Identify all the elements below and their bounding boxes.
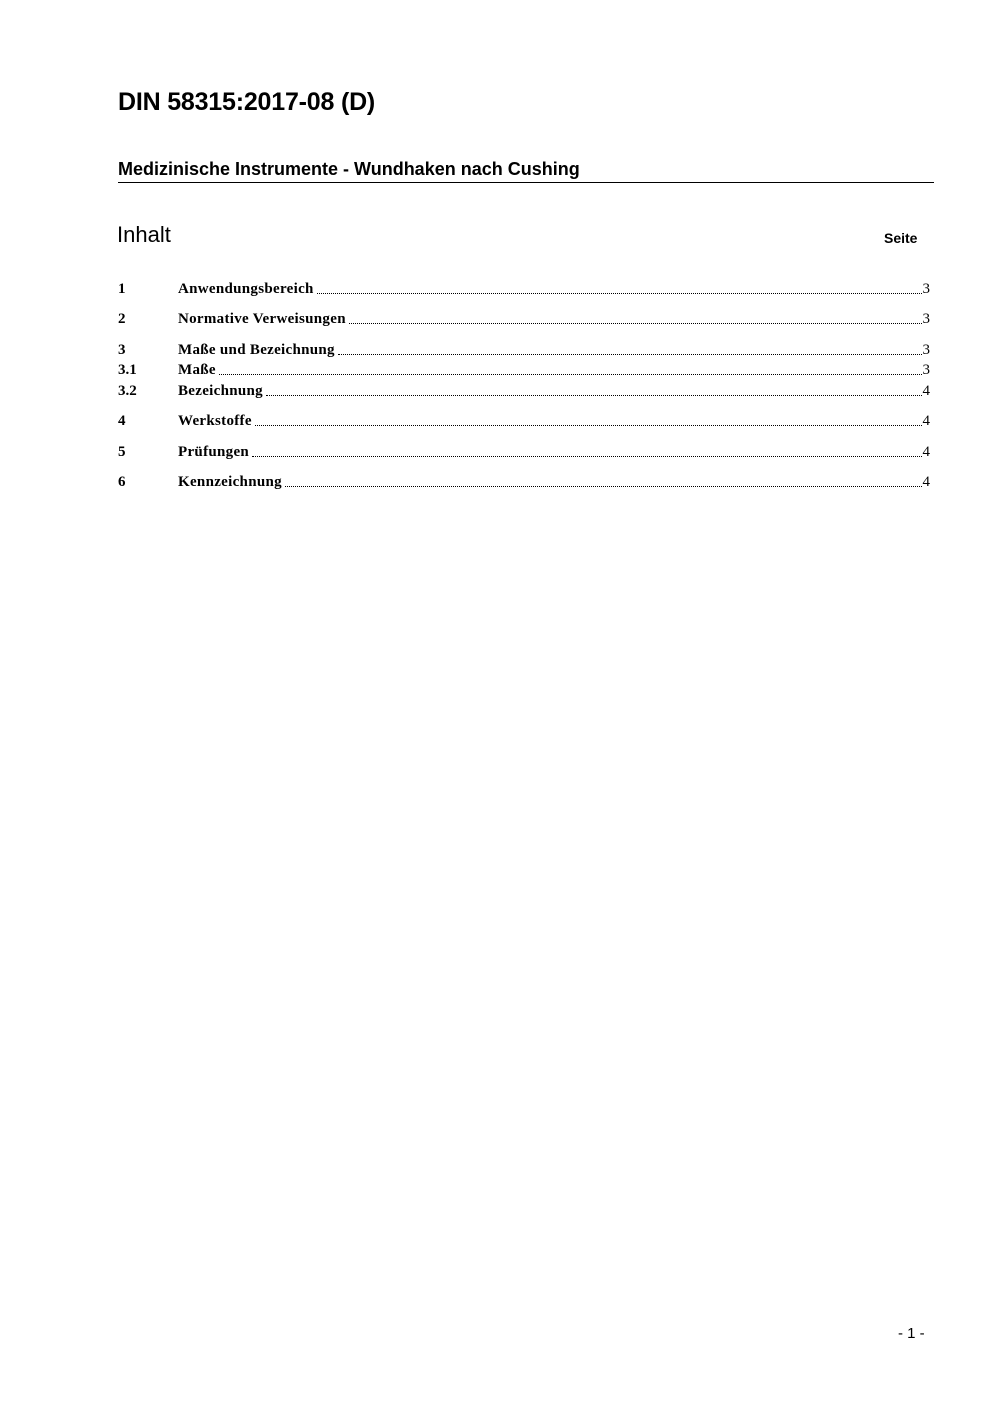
document-subtitle: Medizinische Instrumente - Wundhaken nach Cushing (118, 158, 934, 183)
toc-dot-leader (317, 293, 922, 294)
toc-entry-page: 3 (922, 281, 930, 297)
page-number: - 1 - (898, 1325, 925, 1342)
toc-dot-leader (255, 425, 922, 426)
toc-entry-number: 3 (118, 342, 126, 358)
toc-entry-page: 3 (922, 362, 930, 378)
toc-entry-number: 4 (118, 413, 126, 429)
toc-entry-title: Bezeichnung (178, 383, 263, 399)
toc-heading: Inhalt (117, 222, 171, 247)
toc-dot-leader (219, 374, 922, 375)
toc-dot-leader (338, 354, 922, 355)
toc-entry-title: Kennzeichnung (178, 474, 282, 490)
page-column-label: Seite (884, 230, 918, 246)
toc-entry-number: 3.1 (118, 362, 137, 378)
toc-entry[interactable] (118, 442, 930, 462)
toc-dot-leader (252, 456, 921, 457)
toc-entry-title: Maße (178, 362, 216, 378)
toc-entry-page: 4 (922, 383, 930, 399)
document-title: DIN 58315:2017-08 (D) (118, 88, 376, 116)
toc-entry-title: Maße und Bezeichnung (178, 342, 335, 358)
toc-entry[interactable] (118, 340, 930, 360)
toc-dot-leader (266, 395, 922, 396)
toc-entry-title: Anwendungsbereich (178, 281, 314, 297)
toc-entry-page: 3 (922, 311, 930, 327)
toc-entry[interactable] (118, 411, 930, 431)
toc-entry[interactable] (118, 472, 930, 492)
toc-entry-title: Normative Verweisungen (178, 311, 346, 327)
toc-entry-number: 6 (118, 474, 126, 490)
toc-entry-number: 2 (118, 311, 126, 327)
toc-entry[interactable] (118, 279, 930, 299)
toc-entry[interactable] (118, 381, 930, 401)
toc-entry-number: 1 (118, 281, 126, 297)
toc-entry-page: 4 (922, 413, 930, 429)
toc-entry-page: 4 (922, 474, 930, 490)
toc-entry-number: 3.2 (118, 383, 137, 399)
toc-entry-page: 4 (922, 444, 930, 460)
toc-entry[interactable] (118, 360, 930, 380)
toc-entry-title: Werkstoffe (178, 413, 252, 429)
toc-entry-page: 3 (922, 342, 930, 358)
toc-entry[interactable] (118, 309, 930, 329)
toc-dot-leader (285, 486, 922, 487)
toc-dot-leader (349, 323, 922, 324)
toc-entry-number: 5 (118, 444, 126, 460)
toc-entry-title: Prüfungen (178, 444, 250, 460)
